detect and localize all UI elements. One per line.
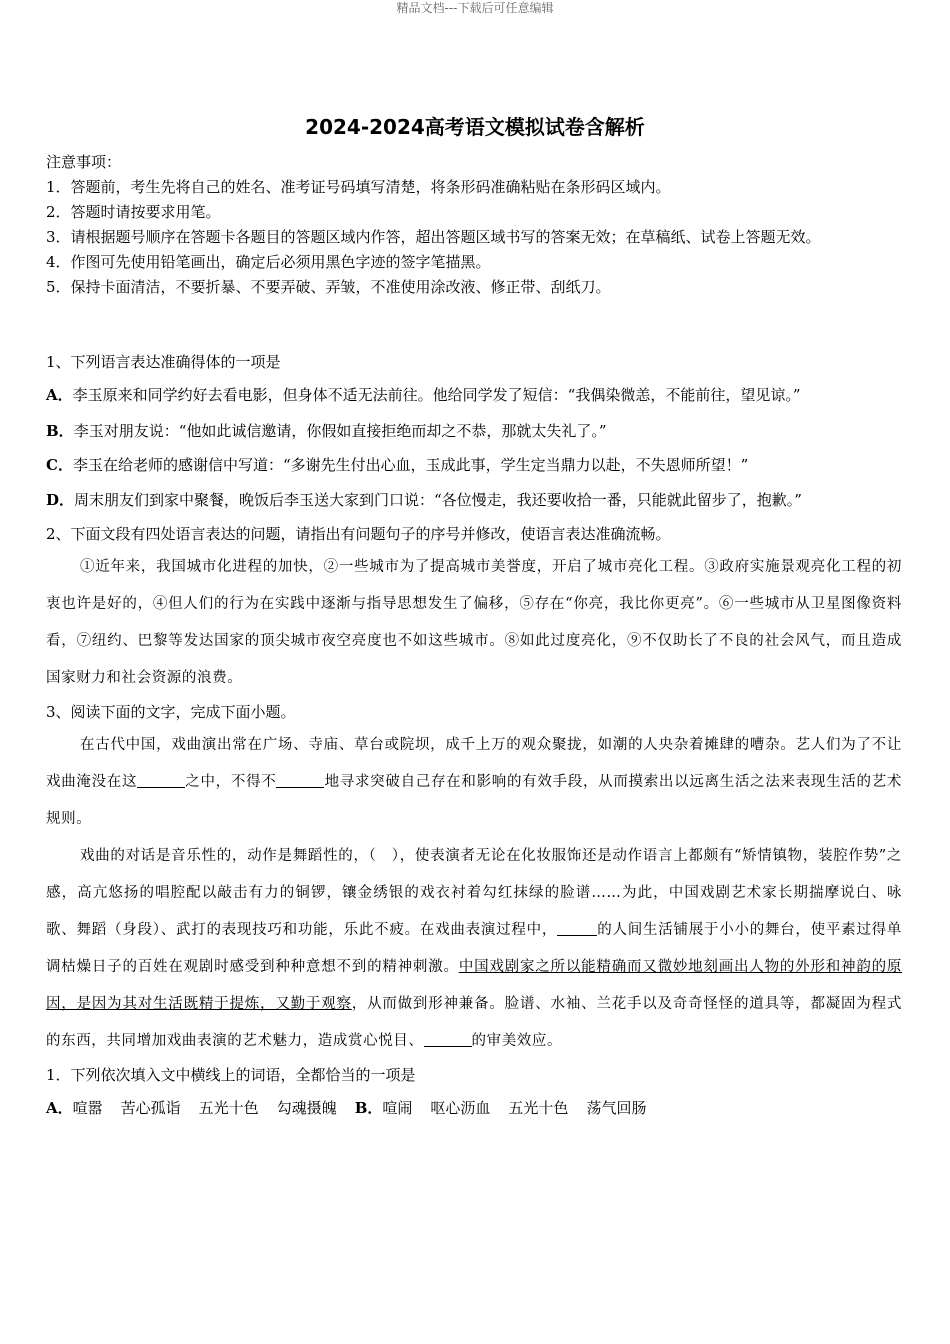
option-label: D． (46, 491, 75, 509)
option-label: A． (46, 386, 73, 404)
option-text: 李玉对朋友说：“他如此诚信邀请，你假如直接拒绝而却之不恭，那就太失礼了。” (73, 422, 607, 440)
subquestion-1-options (46, 1090, 902, 1127)
paragraph-text: 戏曲的对话是音乐性的，动作是舞蹈性的，（ ），使表演者无论在化妆服饰还是动作语言上都颇有“矫情镇物，装腔作势”之感，高亢悠扬的唱腔配以敲击有力的铜锣，镶金绣银的戏衣衬着勾红抹绿的脸谱……为此，中国戏剧艺术家长期揣摩说白、咏歌、舞蹈（身段）、武打的表现技巧和功能，乐此不疲。在戏曲表演过程中， (46, 848, 902, 938)
option-label: C． (46, 456, 73, 474)
option-text: 周末朋友们到家中聚餐，晚饭后李玉送大家到门口说：“各位慢走，我还要收拾一番，只能就此留步了，抱歉。” (74, 491, 802, 509)
paragraph-text: 的审美效应。 (471, 1033, 563, 1049)
paragraph-text: 地寻求突破自己存在和影响的有效手段，从而摸索出以远离生活之法来表现生活的艺术规则。 (46, 774, 902, 827)
paragraph-text: 在古代中国，戏曲演出常在广场、寺庙、草台或院坝，成千上万的观众聚拢，如潮的人央杂着摊肆的嘈杂。艺人们为了不让戏曲淹没在这 (46, 737, 902, 790)
question-2-passage: ①近年来，我国城市化进程的加快，②一些城市为了提高城市美誉度，开启了城市亮化工程。③政府实施景观亮化工程的初衷也许是好的，④但人们的行为在实践中逐渐与指导思想发生了偏移，⑤存在“你亮，我比你更亮”。⑥一些城市从卫星图像资料看，⑦纽约、巴黎等发达国家的顶尖城市夜空亮度也不如这些城市。⑧如此过度亮化，⑨不仅助长了不良的社会风气，而且造成国家财力和社会资源的浪费。 (46, 559, 902, 686)
option-word: 勾魂摄魄 (276, 1099, 337, 1117)
notice-section (46, 150, 916, 300)
option-word: 呕心沥血 (430, 1099, 491, 1117)
underlined-sentence: 中国戏剧家之所以能精确而又微妙地刻画出人物的外形和神韵的原因，是因为其对生活既精于提炼，又勤于观察 (46, 959, 902, 1012)
question-1-option-a (46, 377, 902, 414)
question-content (46, 347, 902, 1127)
notice-heading: 注意事项： (46, 153, 122, 171)
option-word: 喧闹 (382, 1099, 413, 1117)
option-label: A． (46, 1099, 73, 1117)
question-2-stem: 2、下面文段有四处语言表达的问题，请指出有问题句子的序号并修改，使语言表达准确流畅。 (46, 525, 671, 543)
reading-paragraph-1 (46, 727, 902, 838)
question-1-option-b (46, 414, 902, 448)
option-label: B． (46, 422, 74, 440)
notice-item: 1．答题前，考生先将自己的姓名、准考证号码填写清楚，将条形码准确粘贴在条形码区域内。 (46, 178, 671, 196)
fill-blank (276, 773, 324, 789)
paragraph-text: 之中，不得不 (185, 774, 277, 790)
fill-blank (424, 1032, 472, 1048)
option-word: 五光十色 (198, 1099, 259, 1117)
notice-item: 3．请根据题号顺序在答题卡各题目的答题区域内作答，超出答题区域书写的答案无效；在草稿纸、试卷上答题无效。 (46, 228, 821, 246)
question-3-stem: 3、阅读下面的文字，完成下面小题。 (46, 703, 296, 721)
notice-item: 5．保持卡面清洁，不要折暴、不要弄破、弄皱，不准使用涂改液、修正带、刮纸刀。 (46, 278, 611, 296)
option-label: B． (354, 1099, 383, 1117)
header-note: 精品文档---下载后可任意编辑 (396, 1, 554, 15)
option-word: 喧嚣 (72, 1099, 103, 1117)
question-1-option-c (46, 448, 902, 482)
fill-blank (557, 921, 597, 937)
notice-item: 4．作图可先使用铅笔画出，确定后必须用黑色字迹的签字笔描黑。 (46, 253, 491, 271)
question-1-stem: 1、下列语言表达准确得体的一项是 (46, 353, 281, 371)
page-title: 2024-2024高考语文模拟试卷含解析 (305, 115, 645, 139)
option-word: 五光十色 (508, 1099, 569, 1117)
paragraph-text: ，从而做到形神兼备。脸谱、水袖、兰花手以及奇奇怪怪的道具等，都凝固为程式的东西，共同增加戏曲表演的艺术魅力，造成赏心悦目、 (46, 996, 902, 1049)
fill-blank (137, 773, 185, 789)
option-word: 苦心孤诣 (120, 1099, 181, 1117)
option-text: 李玉在给老师的感谢信中写道：“多谢先生付出心血，玉成此事，学生定当鼎力以赴，不失恩师所望！” (72, 456, 749, 474)
notice-item: 2．答题时请按要求用笔。 (46, 203, 221, 221)
option-text: 李玉原来和同学约好去看电影，但身体不适无法前往。他给同学发了短信：“我偶染微恙，不能前往，望见谅。” (72, 386, 801, 404)
option-word: 荡气回肠 (586, 1099, 647, 1117)
reading-paragraph-2 (46, 838, 902, 1060)
paragraph-text: 的人间生活铺展于小小的舞台，使平素过得单调枯燥日子的百姓在观剧时感受到种种意想不到的精神刺激。 (46, 922, 902, 975)
question-1-option-d (46, 482, 902, 519)
subquestion-1-stem: 1．下列依次填入文中横线上的词语，全都恰当的一项是 (46, 1066, 416, 1084)
